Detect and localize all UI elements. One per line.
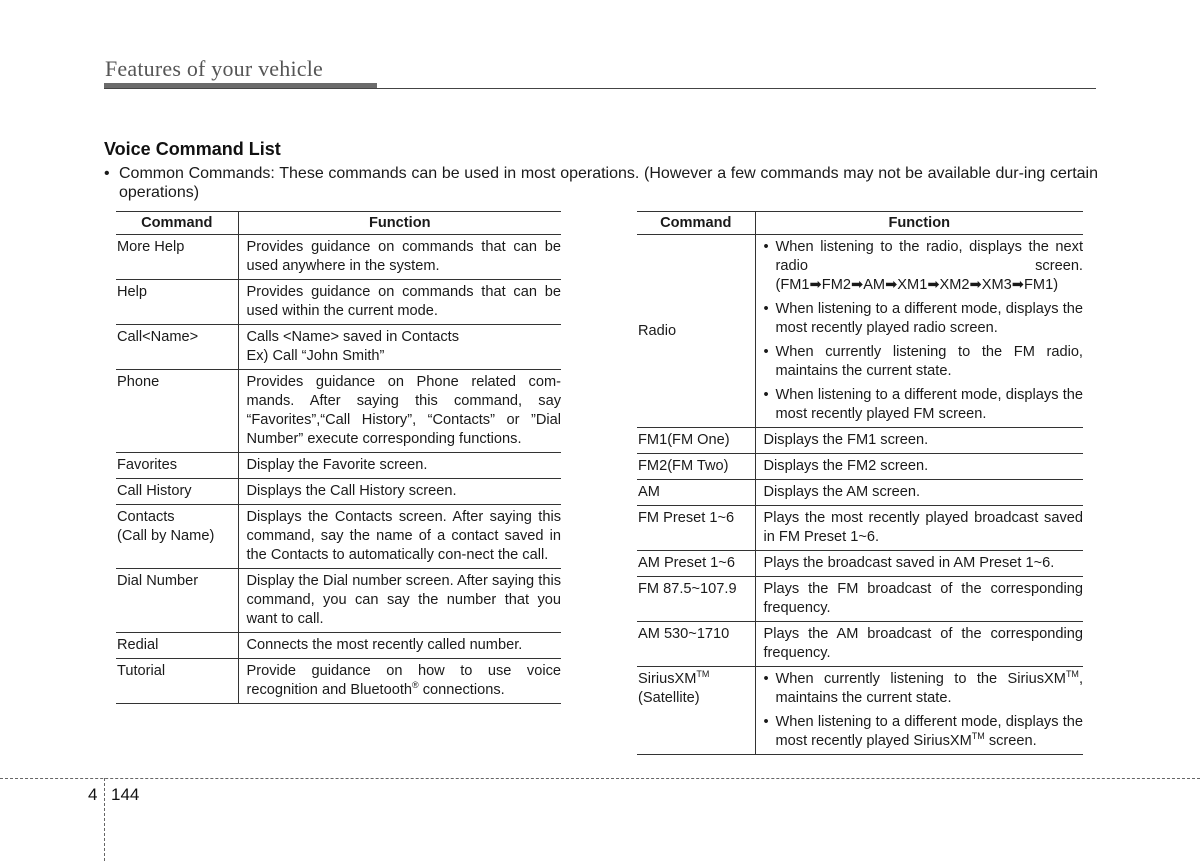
bullet-text: When listening to a different mode, displays the most recently played radio screen. xyxy=(775,301,1083,336)
command-cell: FM2(FM Two) xyxy=(637,454,755,480)
function-cell: Displays the Contacts screen. After saying this command, say the name of a contact saved in the Contacts to automatically con-nect the call. xyxy=(238,505,561,569)
function-bullet xyxy=(764,713,1084,751)
function-cell xyxy=(238,659,561,704)
table-header-row xyxy=(116,212,561,235)
function-text: connections. xyxy=(418,682,505,698)
table-row xyxy=(637,480,1083,506)
bullet-glyph: • xyxy=(763,344,769,360)
bullet-text: When listening to the radio, displays the next radio screen. (FM1➡FM2➡AM➡XM1➡XM2➡XM3➡FM1) xyxy=(775,239,1083,293)
function-cell xyxy=(755,667,1083,755)
bullet-text: When listening to a different mode, displays the most recently played SiriusXM xyxy=(775,714,1083,749)
footer-vertical-rule xyxy=(104,778,105,861)
table-row xyxy=(116,569,561,633)
trademark-mark: TM xyxy=(696,669,710,679)
function-cell: Provides guidance on commands that can be used within the current mode. xyxy=(238,280,561,325)
table-row xyxy=(116,659,561,704)
command-cell: Phone xyxy=(116,370,238,453)
page-header-title: Features of your vehicle xyxy=(105,56,324,81)
command-cell: Tutorial xyxy=(116,659,238,704)
table-row xyxy=(116,633,561,659)
command-cell: AM 530~1710 xyxy=(637,622,755,667)
bullet-text: screen. xyxy=(984,733,1037,749)
command-cell: Dial Number xyxy=(116,569,238,633)
command-cell: More Help xyxy=(116,235,238,280)
command-cell: Call History xyxy=(116,479,238,505)
table-header-row xyxy=(637,212,1083,235)
function-cell: Plays the most recently played broadcast saved in FM Preset 1~6. xyxy=(755,506,1083,551)
command-cell: Call<Name> xyxy=(116,325,238,370)
bullet-glyph: • xyxy=(763,714,769,730)
bullet-text: , maintains the current state. xyxy=(775,671,1083,706)
table-row xyxy=(116,505,561,569)
function-cell xyxy=(755,235,1083,428)
column-header-command: Command xyxy=(116,212,238,235)
intro-paragraph xyxy=(104,164,1098,202)
table-row xyxy=(637,454,1083,480)
function-text: Provide guidance on how to use voice recognition and Bluetooth xyxy=(246,663,561,698)
bullet-glyph: • xyxy=(104,165,110,182)
function-bullet-list xyxy=(764,238,1084,424)
function-cell: Plays the AM broadcast of the corresponding frequency. xyxy=(755,622,1083,667)
column-header-function: Function xyxy=(755,212,1083,235)
bullet-glyph: • xyxy=(763,671,769,687)
chapter-number: 4 xyxy=(88,785,98,804)
bullet-text: When currently listening to the FM radio, maintains the current state. xyxy=(775,344,1083,379)
bullet-glyph: • xyxy=(763,301,769,317)
right-command-table xyxy=(637,211,1083,755)
function-cell: Displays the FM1 screen. xyxy=(755,428,1083,454)
table-row xyxy=(637,622,1083,667)
footer-dashed-rule xyxy=(0,778,1200,779)
trademark-mark: TM xyxy=(1065,669,1079,679)
intro-text: Common Commands: These commands can be used in most operations. (However a few commands may not be available dur-ing certain operations) xyxy=(119,165,1098,201)
section-title: Voice Command List xyxy=(104,139,281,159)
function-line: Calls <Name> saved in Contacts xyxy=(246,329,460,345)
registered-mark: ® xyxy=(412,680,419,690)
command-line: Contacts xyxy=(117,509,175,525)
command-cell: AM xyxy=(637,480,755,506)
function-cell: Plays the broadcast saved in AM Preset 1~6. xyxy=(755,551,1083,577)
column-header-function: Function xyxy=(238,212,561,235)
table-row xyxy=(116,453,561,479)
column-header-command: Command xyxy=(637,212,755,235)
function-cell: Provides guidance on commands that can be used anywhere in the system. xyxy=(238,235,561,280)
command-cell xyxy=(116,505,238,569)
command-cell: Favorites xyxy=(116,453,238,479)
bullet-glyph: • xyxy=(763,387,769,403)
function-bullet xyxy=(764,238,1084,295)
command-cell: Radio xyxy=(637,235,755,428)
function-cell: Plays the FM broadcast of the corresponding frequency. xyxy=(755,577,1083,622)
command-cell: Redial xyxy=(116,633,238,659)
function-cell: Display the Dial number screen. After saying this command, you can say the number that you want to call. xyxy=(238,569,561,633)
function-cell: Displays the AM screen. xyxy=(755,480,1083,506)
left-command-table xyxy=(116,211,561,704)
function-bullet xyxy=(764,670,1084,708)
function-bullet xyxy=(764,386,1084,424)
command-line xyxy=(638,670,751,689)
table-row xyxy=(637,428,1083,454)
header-rule xyxy=(104,88,1096,89)
table-row xyxy=(116,280,561,325)
table-row xyxy=(116,325,561,370)
function-cell: Provides guidance on Phone related com-mands. After saying this command, say “Favorites”,“Call History”, “Contacts” or ”Dial Number” execute corresponding functions. xyxy=(238,370,561,453)
function-cell: Displays the Call History screen. xyxy=(238,479,561,505)
trademark-mark: TM xyxy=(971,731,985,741)
function-cell: Connects the most recently called number. xyxy=(238,633,561,659)
table-row xyxy=(116,479,561,505)
function-example: Ex) Call “John Smith” xyxy=(246,348,385,364)
command-cell: FM Preset 1~6 xyxy=(637,506,755,551)
table-row xyxy=(637,551,1083,577)
bullet-glyph: • xyxy=(763,239,769,255)
function-cell xyxy=(238,325,561,370)
command-line: (Satellite) xyxy=(638,690,700,706)
table-row xyxy=(637,506,1083,551)
table-row xyxy=(116,235,561,280)
command-cell xyxy=(637,667,755,755)
table-row xyxy=(637,667,1083,755)
page-number: 144 xyxy=(111,785,140,804)
bullet-text: When currently listening to the SiriusXM xyxy=(775,671,1066,687)
command-line: (Call by Name) xyxy=(117,528,215,544)
bullet-text: When listening to a different mode, displays the most recently played FM screen. xyxy=(775,387,1083,422)
command-cell: FM 87.5~107.9 xyxy=(637,577,755,622)
function-bullet-list xyxy=(764,670,1084,751)
table-row xyxy=(637,577,1083,622)
table-row xyxy=(637,235,1083,428)
command-cell: FM1(FM One) xyxy=(637,428,755,454)
table-row xyxy=(116,370,561,453)
function-bullet xyxy=(764,343,1084,381)
command-text: SiriusXM xyxy=(638,671,697,687)
function-cell: Display the Favorite screen. xyxy=(238,453,561,479)
command-cell: Help xyxy=(116,280,238,325)
command-cell: AM Preset 1~6 xyxy=(637,551,755,577)
function-bullet xyxy=(764,300,1084,338)
function-cell: Displays the FM2 screen. xyxy=(755,454,1083,480)
